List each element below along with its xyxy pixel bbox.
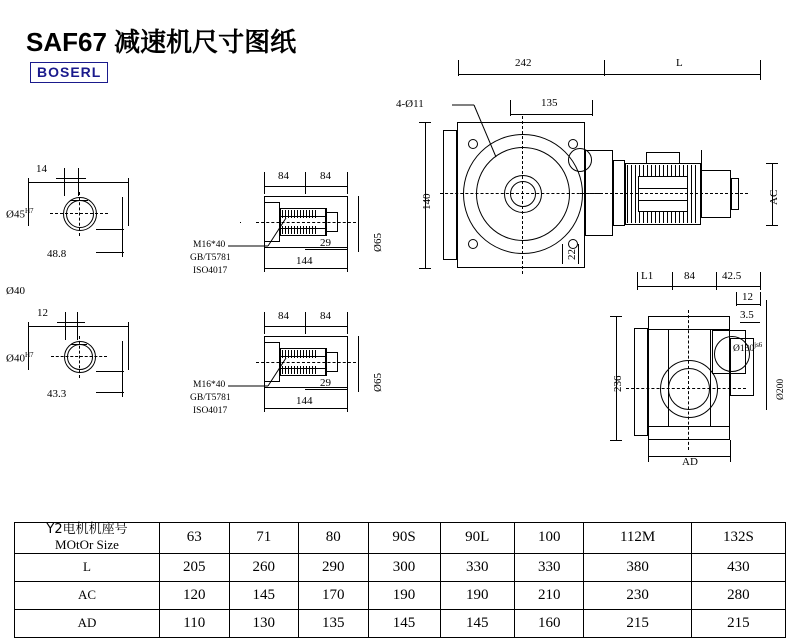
table-cell: 112M: [584, 523, 691, 554]
hollow-top-dim-b: 84: [320, 170, 331, 182]
table-cell: 120: [160, 581, 230, 609]
hollow-bottom-bolt-spec-2: GB/T5781: [190, 393, 231, 403]
table-cell: 300: [368, 553, 440, 581]
table-cell: 80: [299, 523, 369, 554]
table-row-header: AD: [15, 609, 160, 637]
side-dim-AD: AD: [682, 456, 698, 468]
table-cell: 215: [691, 609, 785, 637]
motor-size-table: [14, 522, 786, 638]
hollow-bottom-dim-c: 29: [320, 377, 331, 389]
table-cell: 160: [514, 609, 584, 637]
table-header-line2: MOtOr Size: [55, 536, 119, 552]
shaft-bottom-keyway-dim: 12: [37, 307, 48, 319]
table-cell: 130: [229, 609, 299, 637]
table-cell: 90L: [440, 523, 514, 554]
shaft-top-keyway-dim: 14: [36, 163, 47, 175]
hollow-top-bolt-spec-1: M16*40: [193, 240, 226, 250]
table-cell: 71: [229, 523, 299, 554]
table-row: [15, 581, 786, 609]
hollow-top-bolt-spec-2: GB/T5781: [190, 253, 231, 263]
table-cell: 230: [584, 581, 691, 609]
hollow-bottom-dim-a: 84: [278, 310, 289, 322]
table-row: [15, 553, 786, 581]
page-title: SAF67 减速机尺寸图纸: [26, 27, 297, 57]
table-cell: 145: [368, 609, 440, 637]
side-dim-12: 12: [742, 291, 753, 303]
table-cell: 170: [299, 581, 369, 609]
table-cell: 145: [440, 609, 514, 637]
table-cell: 260: [229, 553, 299, 581]
table-cell: 290: [299, 553, 369, 581]
table-row: [15, 609, 786, 637]
side-dim-236: 236: [612, 375, 624, 392]
main-dim-242: 242: [515, 57, 532, 69]
hollow-top-dim-a: 84: [278, 170, 289, 182]
hollow-bottom-dim-b: 84: [320, 310, 331, 322]
table-cell: 145: [229, 581, 299, 609]
main-dim-L: L: [676, 57, 683, 69]
hollow-top-bolt-spec-3: ISO4017: [193, 266, 228, 276]
table-row-header: L: [15, 553, 160, 581]
table-cell: 430: [691, 553, 785, 581]
table-cell: 100: [514, 523, 584, 554]
shaft-top-alt-bore-label: Ø40: [6, 285, 25, 297]
hollow-top-dim-total: 144: [296, 255, 313, 267]
side-dim-L1: L1: [641, 270, 654, 282]
hollow-top-bolt-leader: [228, 200, 298, 260]
hollow-bottom-bolt-spec-1: M16*40: [193, 380, 226, 390]
main-dim-135: 135: [541, 97, 558, 109]
table-row-header: [15, 523, 160, 554]
table-cell: 132S: [691, 523, 785, 554]
table-cell: 330: [514, 553, 584, 581]
main-dim-22: 22: [566, 249, 578, 260]
hollow-top-od-label: Ø65: [372, 233, 384, 252]
hollow-top-dim-c: 29: [320, 237, 331, 249]
table-cell: 215: [584, 609, 691, 637]
side-dim-84: 84: [684, 270, 695, 282]
table-cell: 330: [440, 553, 514, 581]
table-cell: 380: [584, 553, 691, 581]
table-cell: 90S: [368, 523, 440, 554]
table-cell: 210: [514, 581, 584, 609]
hollow-bottom-bolt-spec-3: ISO4017: [193, 406, 228, 416]
shaft-top-bore-label: $Ø45^{H7}$: [6, 207, 34, 221]
table-header-line1: Y2电机机座号: [46, 522, 128, 537]
table-cell: 135: [299, 609, 369, 637]
main-dim-AC: AC: [768, 189, 780, 205]
side-dim-42-5: 42.5: [722, 270, 742, 282]
brand-logo: BOSERL: [30, 62, 108, 83]
main-dim-140: 140: [421, 193, 433, 210]
table-row-header: AC: [15, 581, 160, 609]
side-dim-3-5: 3.5: [740, 309, 754, 321]
table-cell: 63: [160, 523, 230, 554]
table-cell: 205: [160, 553, 230, 581]
side-dim-200: Ø200: [776, 378, 786, 400]
table-cell: 110: [160, 609, 230, 637]
hollow-bottom-dim-total: 144: [296, 395, 313, 407]
shaft-bottom-bore-label: $Ø40^{H7}$: [6, 351, 34, 365]
table-cell: 190: [440, 581, 514, 609]
table-cell: 190: [368, 581, 440, 609]
side-dim-130: $Ø130^{js6}$: [733, 341, 763, 355]
shaft-bottom-height-dim: 43.3: [47, 388, 67, 400]
hollow-bottom-bolt-leader: [228, 340, 298, 400]
table-cell: 280: [691, 581, 785, 609]
hollow-bottom-od-label: Ø65: [372, 373, 384, 392]
shaft-top-height-dim: 48.8: [47, 248, 67, 260]
table-row: [15, 523, 786, 554]
main-dim-holes: 4-Ø11: [396, 98, 424, 110]
